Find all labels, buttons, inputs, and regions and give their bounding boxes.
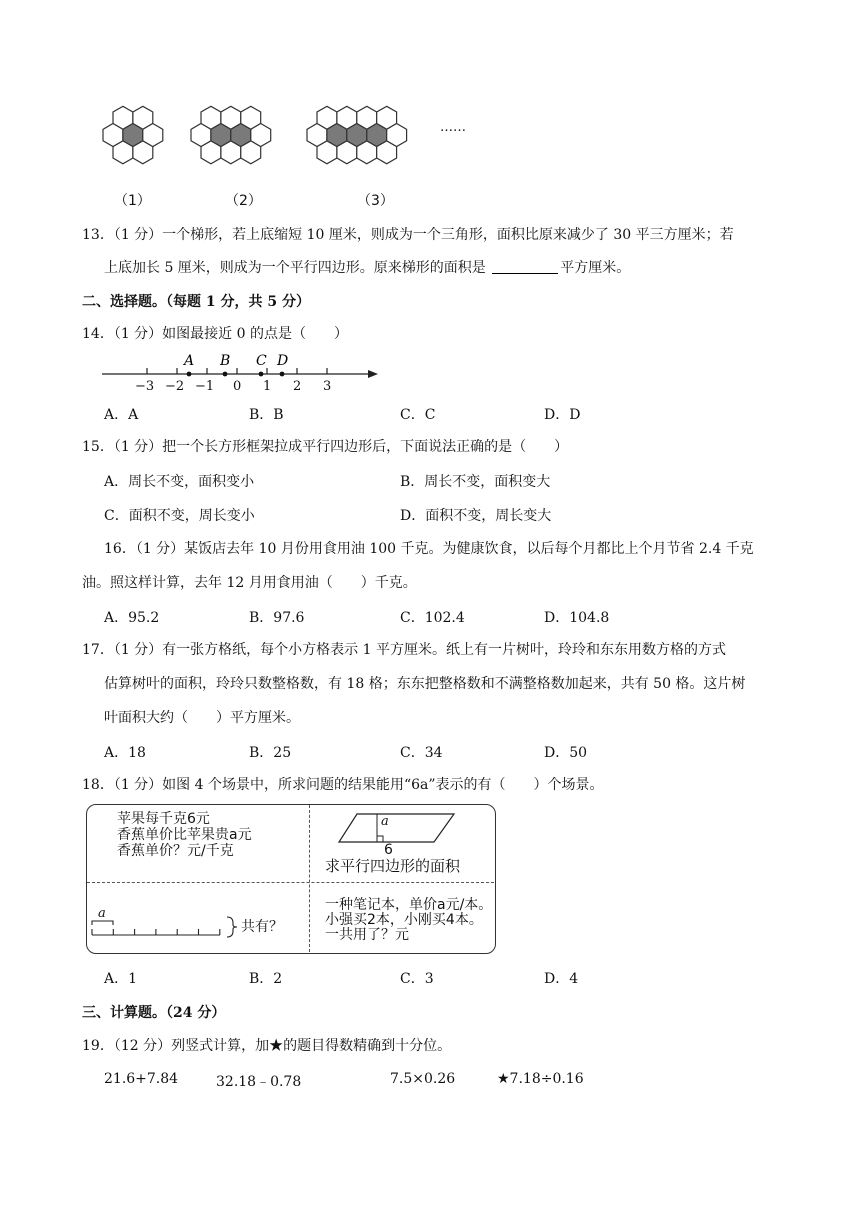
horizontal-divider — [87, 882, 494, 883]
point-c — [259, 372, 264, 377]
shaded-hexagon — [367, 124, 387, 147]
question-18-text: 18．（1 分）如图 4 个场景中，所求问题的结果能用“6a”表示的有（ ）个场景。 — [82, 777, 604, 793]
question-16-line-2: 油。照这样计算，去年 12 月用食用油（ ）千克。 — [82, 575, 417, 591]
tick-label: −3 — [135, 379, 155, 394]
hexagon — [103, 124, 123, 147]
shaded-hexagon — [123, 124, 143, 147]
parallelogram-figure — [337, 811, 462, 858]
point-label-c: C — [256, 353, 267, 369]
question-17-line-3: 叶面积大约（ ）平方厘米。 — [104, 710, 300, 726]
tick-label: −1 — [195, 379, 215, 394]
segment-length-label: a — [98, 906, 106, 921]
q16-option-b[interactable]: B．97.6 — [249, 610, 305, 626]
hexagon-pattern-figure — [95, 104, 495, 166]
q18-option-b[interactable]: B．2 — [249, 971, 283, 987]
answer-blank[interactable] — [492, 259, 558, 274]
scene-4-line-3: 一共用了？元 — [325, 927, 409, 943]
calc-item-2: 32.18﹣0.78 — [216, 1074, 302, 1090]
figure-label-2: （2） — [225, 193, 262, 209]
q16-option-a[interactable]: A．95.2 — [104, 610, 160, 626]
question-14-text: 14．（1 分）如图最接近 0 的点是（ ） — [82, 326, 348, 342]
q15-option-d[interactable]: D．面积不变，周长变大 — [400, 508, 552, 524]
question-15-text: 15．（1 分）把一个长方形框架拉成平行四边形后，下面说法正确的是（ ） — [82, 439, 569, 455]
calc-item-1: 21.6+7.84 — [104, 1071, 179, 1087]
scene-1-line-3: 香蕉单价？元/千克 — [117, 843, 234, 859]
shaded-hexagon — [347, 124, 367, 147]
section-3-heading: 三、计算题。（24 分） — [82, 1005, 226, 1021]
question-13-unit: 平方厘米。 — [560, 260, 631, 276]
parallelogram-height-label: a — [381, 814, 389, 829]
q18-option-c[interactable]: C．3 — [400, 971, 434, 987]
shaded-hexagon — [231, 124, 251, 147]
scenario-panel — [86, 804, 496, 954]
ellipsis: …… — [440, 120, 466, 135]
q17-option-b[interactable]: B．25 — [249, 745, 292, 761]
point-label-b: B — [220, 353, 231, 369]
question-13-text: 上底加长 5 厘米，则成为一个平行四边形。原来梯形的面积是 — [104, 260, 486, 276]
tick-label: 3 — [323, 379, 332, 394]
hexagon — [191, 124, 211, 147]
scene-4-line-2: 小强买2本，小刚买4本。 — [325, 912, 483, 928]
vertical-divider — [309, 805, 310, 952]
q14-option-a[interactable]: A．A — [104, 407, 139, 423]
segment-bracket — [92, 921, 113, 925]
question-19-text: 19．（12 分）列竖式计算，加★的题目得数精确到十分位。 — [82, 1038, 452, 1054]
hexagon — [307, 124, 327, 147]
q17-option-c[interactable]: C．34 — [400, 745, 443, 761]
q16-option-c[interactable]: C．102.4 — [400, 610, 465, 626]
question-17-line-2: 估算树叶的面积，玲玲只数整格数，有 18 格；东东把整格数和不满整格数加起来，共有 50 格。这片树 — [104, 676, 746, 692]
q17-option-a[interactable]: A．18 — [104, 745, 146, 761]
q15-option-a[interactable]: A．周长不变，面积变小 — [104, 474, 255, 490]
number-line — [100, 350, 385, 394]
hexagon — [251, 124, 271, 147]
segmented-ruler-figure — [89, 911, 239, 941]
question-13-line-1: 13．（1 分）一个梯形，若上底缩短 10 厘米，则成为一个三角形，面积比原来减少了 30 平三方厘米；若 — [82, 227, 734, 243]
q18-option-a[interactable]: A．1 — [104, 971, 138, 987]
point-d — [280, 372, 285, 377]
question-13-line-2 — [104, 258, 630, 278]
parallelogram-base-label: 6 — [384, 842, 393, 858]
figure-label-1: （1） — [114, 193, 151, 209]
q15-option-c[interactable]: C．面积不变，周长变小 — [104, 508, 255, 524]
question-17-line-1: 17．（1 分）有一张方格纸，每个小方格表示 1 平方厘米。纸上有一片树叶，玲玲和东东用数方格的方式 — [82, 642, 726, 658]
tick-label: 0 — [233, 379, 242, 394]
point-label-a: A — [184, 353, 195, 369]
point-b — [223, 372, 228, 377]
scene-1-line-2: 香蕉单价比苹果贵a元 — [117, 827, 252, 843]
calc-item-3: 7.5×0.26 — [390, 1071, 456, 1087]
scene-1-line-1: 苹果每千克6元 — [117, 811, 210, 827]
section-2-heading: 二、选择题。（每题 1 分，共 5 分） — [82, 294, 310, 310]
scene-3-caption: 共有？ — [241, 919, 283, 935]
tick-label: 2 — [293, 379, 302, 394]
shaded-hexagon — [327, 124, 347, 147]
hexagon — [387, 124, 407, 147]
shaded-hexagon — [211, 124, 231, 147]
q18-option-d[interactable]: D．4 — [544, 971, 579, 987]
point-label-d: D — [277, 353, 289, 369]
point-a — [187, 372, 192, 377]
calc-item-4: ★7.18÷0.16 — [497, 1071, 584, 1087]
q16-option-d[interactable]: D．104.8 — [544, 610, 610, 626]
tick-label: −2 — [165, 379, 185, 394]
hexagon — [143, 124, 163, 147]
q15-option-b[interactable]: B．周长不变，面积变大 — [400, 474, 551, 490]
q14-option-c[interactable]: C．C — [400, 407, 436, 423]
q14-option-d[interactable]: D．D — [544, 407, 581, 423]
tick-label: 1 — [263, 379, 272, 394]
scene-4-line-1: 一种笔记本，单价a元/本。 — [325, 897, 493, 913]
figure-label-3: （3） — [357, 193, 394, 209]
q14-option-b[interactable]: B．B — [249, 407, 284, 423]
scene-2-caption: 求平行四边形的面积 — [325, 857, 461, 875]
question-16-line-1: 16．（1 分）某饭店去年 10 月份用食用油 100 千克。为健康饮食，以后每个月都比上个月节省 2.4 千克 — [104, 541, 754, 557]
q17-option-d[interactable]: D．50 — [544, 745, 588, 761]
